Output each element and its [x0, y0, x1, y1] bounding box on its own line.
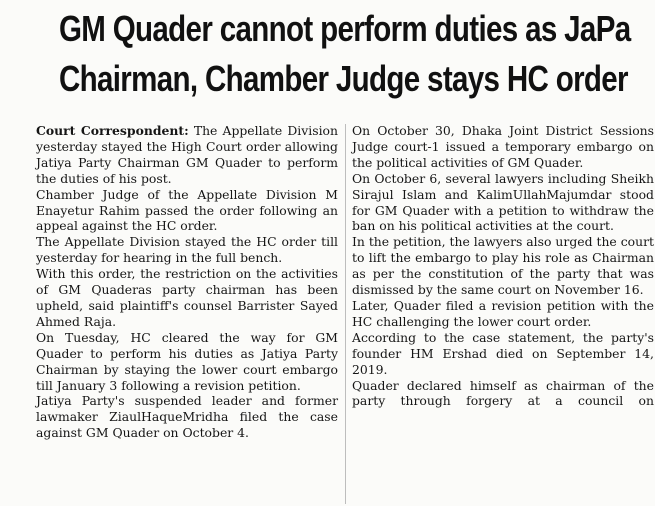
article-paragraph: On October 6, several lawyers including Sheikh Sirajul Islam and KalimUllahMajumdar stood for GM Quader with a petition to withdraw the ban on his political activities at the court.	[352, 170, 654, 234]
article-paragraph	[36, 123, 338, 187]
headline	[58, 4, 631, 104]
article-paragraph: Jatiya Party's suspended leader and former lawmaker ZiaulHaqueMridha filed the case against GM Quader on October 4.	[36, 393, 338, 441]
article-paragraph: According to the case statement, the party's founder HM Ershad died on September 14, 2019.	[352, 329, 654, 377]
column-divider	[345, 124, 346, 504]
paragraph-text: The Appellate Division yesterday stayed the High Court order allowing Jatiya Party Chairman GM Quader to perform the duties of his post.	[36, 123, 338, 186]
article-paragraph: On Tuesday, HC cleared the way for GM Quader to perform his duties as Jatiya Party Chairman by staying the lower court embargo till January 3 following a revision petition.	[36, 329, 338, 393]
article-paragraph: On October 30, Dhaka Joint District Sessions Judge court-1 issued a temporary embargo on the political activities of GM Quader.	[352, 123, 654, 170]
article-paragraph: In the petition, the lawyers also urged the court to lift the embargo to play his role as Chairman as per the constitution of the party that was dismissed by the same court on November 16.	[352, 234, 654, 298]
article-paragraph: The Appellate Division stayed the HC order till yesterday for hearing in the full bench.	[36, 234, 338, 266]
article-paragraph: Quader declared himself as chairman of the party through forgery at a council on	[352, 377, 654, 409]
byline: Court Correspondent:	[36, 123, 189, 138]
headline-line-1: GM Quader cannot perform duties as JaPa	[58, 8, 631, 49]
article-column-left	[36, 123, 338, 441]
article-paragraph: Chamber Judge of the Appellate Division M Enayetur Rahim passed the order following an appeal against the HC order.	[36, 186, 338, 234]
headline-line-2: Chairman, Chamber Judge stays HC order	[58, 58, 628, 99]
article-paragraph: With this order, the restriction on the activities of GM Quaderas party chairman has been upheld, said plaintiff's counsel Barrister Sayed Ahmed Raja.	[36, 266, 338, 329]
article-paragraph: Later, Quader filed a revision petition with the HC challenging the lower court order.	[352, 297, 654, 329]
article-column-right	[352, 123, 654, 409]
